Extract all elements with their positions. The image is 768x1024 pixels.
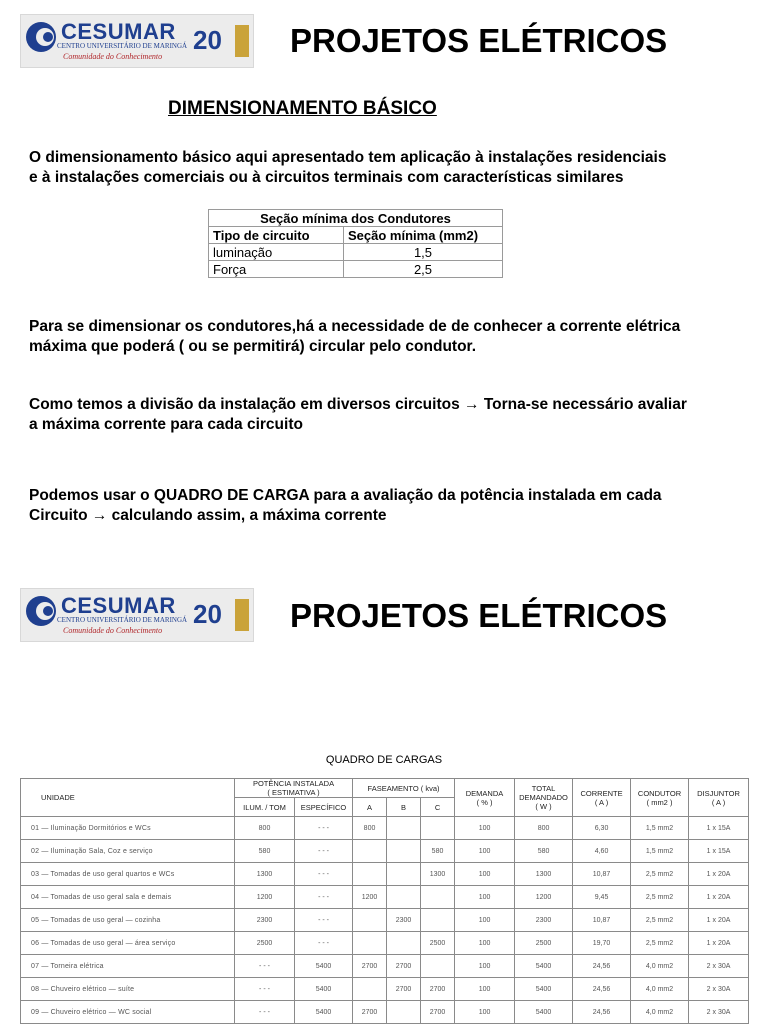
cell-condutor: 4,0 mm2 [631, 978, 689, 1001]
cell-demanda: 100 [455, 817, 515, 840]
table-cell: 2,5 [344, 261, 503, 278]
cell-total: 800 [515, 817, 573, 840]
cell-ilum-tom: 580 [235, 840, 295, 863]
p2-line-1: Para se dimensionar os condutores,há a necessidade de de conhecer a corrente elétrica [29, 318, 681, 335]
cell-fase-c: 2500 [421, 932, 455, 955]
cell-fase-c: 1300 [421, 863, 455, 886]
cell-ilum-tom: - - - [235, 1001, 295, 1024]
cell-fase-c [421, 886, 455, 909]
header-corrente [573, 779, 631, 817]
table-row [209, 261, 503, 278]
header-fase-b: B [387, 798, 421, 817]
header-total [515, 779, 573, 817]
header-unidade: UNIDADE [21, 779, 235, 817]
logo-anniversary: 20 [193, 25, 222, 55]
cell-total: 1200 [515, 886, 573, 909]
cell-especifico: - - - [295, 863, 353, 886]
cell-ilum-tom: 1200 [235, 886, 295, 909]
cell-disjuntor: 1 x 20A [689, 932, 749, 955]
table-cell: 1,5 [344, 244, 503, 261]
logo-motto: Comunidade do Conhecimento [63, 626, 163, 635]
cell-fase-a: 2700 [353, 1001, 387, 1024]
cell-corrente: 10,87 [573, 909, 631, 932]
table-caption: Seção mínima dos Condutores [209, 210, 503, 227]
cell-fase-b: 2700 [387, 955, 421, 978]
cell-disjuntor: 1 x 20A [689, 863, 749, 886]
cell-fase-b [387, 1001, 421, 1024]
cell-ilum-tom: 2300 [235, 909, 295, 932]
table-header: Tipo de circuito [209, 227, 344, 244]
cell-demanda: 100 [455, 886, 515, 909]
cell-total: 1300 [515, 863, 573, 886]
logo-motto: Comunidade do Conhecimento [63, 52, 163, 61]
cell-fase-a: 1200 [353, 886, 387, 909]
cell-ilum-tom: 1300 [235, 863, 295, 886]
cell-fase-c: 2700 [421, 1001, 455, 1024]
cell-demanda: 100 [455, 1001, 515, 1024]
cell-unidade: 03 — Tomadas de uso geral quartos e WCs [21, 863, 235, 886]
header-condutor-l1: CONDUTOR [637, 788, 682, 798]
cell-disjuntor: 1 x 15A [689, 817, 749, 840]
paragraph-3 [29, 395, 759, 435]
cell-total: 5400 [515, 978, 573, 1001]
logo-badge-icon [235, 599, 249, 631]
quadro-title: QUADRO DE CARGAS [325, 754, 443, 766]
cell-fase-a [353, 909, 387, 932]
cell-fase-b: 2700 [387, 978, 421, 1001]
table-row [21, 955, 749, 978]
cell-fase-b [387, 863, 421, 886]
header-faseamento: FASEAMENTO ( kva) [353, 779, 455, 798]
cell-corrente: 6,30 [573, 817, 631, 840]
p2-line-2: máxima que poderá ( ou se permitirá) circular pelo condutor. [29, 338, 477, 355]
cell-especifico: 5400 [295, 1001, 353, 1024]
cell-demanda: 100 [455, 978, 515, 1001]
header-total-l2: DEMANDADO [519, 793, 568, 802]
cell-unidade: 02 — Iluminação Sala, Coz e serviço [21, 840, 235, 863]
cell-corrente: 9,45 [573, 886, 631, 909]
cell-condutor: 2,5 mm2 [631, 932, 689, 955]
paragraph-2 [29, 317, 759, 357]
cell-total: 580 [515, 840, 573, 863]
header-potencia [235, 779, 353, 798]
cell-fase-a [353, 840, 387, 863]
cell-ilum-tom: - - - [235, 955, 295, 978]
cell-unidade: 06 — Tomadas de uso geral — área serviço [21, 932, 235, 955]
table-cell: luminação [209, 244, 344, 261]
cell-fase-b: 2300 [387, 909, 421, 932]
cell-fase-c [421, 955, 455, 978]
table-row [21, 863, 749, 886]
cell-condutor: 2,5 mm2 [631, 863, 689, 886]
logo-name: CESUMAR [61, 19, 176, 44]
paragraph-4 [29, 486, 759, 526]
cell-demanda: 100 [455, 955, 515, 978]
cesumar-swirl-icon [21, 589, 65, 641]
cell-fase-a [353, 932, 387, 955]
cell-condutor: 1,5 mm2 [631, 840, 689, 863]
logo-sub: CENTRO UNIVERSITÁRIO DE MARINGÁ [57, 616, 188, 624]
quadro-body [21, 817, 749, 1024]
cell-total: 2500 [515, 932, 573, 955]
cell-ilum-tom: - - - [235, 978, 295, 1001]
header-potencia-l1: POTÊNCIA INSTALADA [252, 779, 335, 788]
cell-fase-a: 2700 [353, 955, 387, 978]
p3-line-2: a máxima corrente para cada circuito [29, 416, 303, 433]
cell-condutor: 1,5 mm2 [631, 817, 689, 840]
cell-total: 2300 [515, 909, 573, 932]
cell-ilum-tom: 2500 [235, 932, 295, 955]
cell-fase-c [421, 817, 455, 840]
table-row [21, 932, 749, 955]
table-row [21, 886, 749, 909]
p4-line-1: Podemos usar o QUADRO DE CARGA para a avaliação da potência instalada em cada [29, 487, 662, 504]
header-potencia-l2: ( ESTIMATIVA ) [267, 788, 320, 797]
cell-especifico: - - - [295, 817, 353, 840]
cell-unidade: 08 — Chuveiro elétrico — suíte [21, 978, 235, 1001]
page-title: PROJETOS ELÉTRICOS [290, 22, 668, 59]
cell-especifico: - - - [295, 932, 353, 955]
table-row [21, 817, 749, 840]
cell-unidade: 01 — Iluminação Dormitórios e WCs [21, 817, 235, 840]
header-condutor [631, 779, 689, 817]
header-fase-c: C [421, 798, 455, 817]
cell-corrente: 24,56 [573, 1001, 631, 1024]
header-disjuntor-l1: DISJUNTOR [697, 788, 740, 798]
cell-condutor: 4,0 mm2 [631, 1001, 689, 1024]
header-disjuntor-l2: ( A ) [711, 797, 726, 807]
cell-fase-a: 800 [353, 817, 387, 840]
cell-fase-b [387, 886, 421, 909]
p3-line-1: Como temos a divisão da instalação em diversos circuitos → Torna-se necessário avaliar [29, 396, 687, 413]
table-row [21, 978, 749, 1001]
slide-2 [0, 580, 768, 1024]
table-row [209, 244, 503, 261]
quadro-de-cargas-table [20, 778, 749, 1024]
p4-line-2: Circuito → calculando assim, a máxima corrente [29, 507, 387, 524]
cell-corrente: 10,87 [573, 863, 631, 886]
cell-total: 5400 [515, 955, 573, 978]
header-condutor-l2: ( mm2 ) [646, 797, 673, 807]
intro-paragraph [29, 148, 759, 188]
cell-fase-c: 2700 [421, 978, 455, 1001]
cell-demanda: 100 [455, 932, 515, 955]
cell-unidade: 04 — Tomadas de uso geral sala e demais [21, 886, 235, 909]
header-total-l1: TOTAL [531, 784, 556, 793]
cell-fase-c: 580 [421, 840, 455, 863]
cell-especifico: - - - [295, 909, 353, 932]
cell-disjuntor: 1 x 20A [689, 909, 749, 932]
header-fase-a: A [353, 798, 387, 817]
logo-sub: CENTRO UNIVERSITÁRIO DE MARINGÁ [57, 42, 188, 50]
cell-fase-b [387, 817, 421, 840]
cell-especifico: - - - [295, 840, 353, 863]
cell-disjuntor: 2 x 30A [689, 1001, 749, 1024]
cell-fase-b [387, 840, 421, 863]
logo-badge-icon [235, 25, 249, 57]
cell-fase-b [387, 932, 421, 955]
cell-unidade: 09 — Chuveiro elétrico — WC social [21, 1001, 235, 1024]
cell-total: 5400 [515, 1001, 573, 1024]
intro-line-2: e à instalações comerciais ou à circuitos terminais com características similares [29, 169, 624, 186]
cell-unidade: 07 — Torneira elétrica [21, 955, 235, 978]
header-disjuntor [689, 779, 749, 817]
cell-fase-a [353, 978, 387, 1001]
header-especifico: ESPECÍFICO [295, 798, 353, 817]
cell-fase-a [353, 863, 387, 886]
cell-especifico: 5400 [295, 955, 353, 978]
header-total-l3: ( W ) [535, 802, 552, 811]
header-ilum: ILUM. / TOM [235, 798, 295, 817]
cesumar-logo [20, 588, 254, 642]
cell-corrente: 24,56 [573, 978, 631, 1001]
table-row [21, 1001, 749, 1024]
cell-condutor: 2,5 mm2 [631, 886, 689, 909]
header-demanda [455, 779, 515, 817]
cell-corrente: 4,60 [573, 840, 631, 863]
cell-corrente: 24,56 [573, 955, 631, 978]
cell-ilum-tom: 800 [235, 817, 295, 840]
cell-corrente: 19,70 [573, 932, 631, 955]
cell-demanda: 100 [455, 840, 515, 863]
cell-condutor: 2,5 mm2 [631, 909, 689, 932]
cell-especifico: - - - [295, 886, 353, 909]
cell-condutor: 4,0 mm2 [631, 955, 689, 978]
cell-disjuntor: 2 x 30A [689, 955, 749, 978]
header-demanda-l1: DEMANDA [465, 788, 504, 798]
logo-anniversary: 20 [193, 599, 222, 629]
cell-disjuntor: 1 x 20A [689, 886, 749, 909]
cell-disjuntor: 1 x 15A [689, 840, 749, 863]
header-corrente-l2: ( A ) [594, 797, 609, 807]
secao-minima-table [208, 209, 503, 278]
logo-name: CESUMAR [61, 593, 176, 618]
cell-demanda: 100 [455, 909, 515, 932]
cesumar-swirl-icon [21, 15, 65, 67]
table-row [21, 840, 749, 863]
header-demanda-l2: ( % ) [476, 797, 493, 807]
table-row [21, 909, 749, 932]
header-corrente-l1: CORRENTE [580, 788, 623, 798]
cell-unidade: 05 — Tomadas de uso geral — cozinha [21, 909, 235, 932]
table-header: Seção mínima (mm2) [344, 227, 503, 244]
cell-disjuntor: 2 x 30A [689, 978, 749, 1001]
cesumar-logo [20, 14, 254, 68]
cell-demanda: 100 [455, 863, 515, 886]
page-title: PROJETOS ELÉTRICOS [290, 597, 668, 634]
cell-fase-c [421, 909, 455, 932]
section-subtitle: DIMENSIONAMENTO BÁSICO [168, 98, 437, 119]
intro-line-1: O dimensionamento básico aqui apresentado tem aplicação à instalações residenciais [29, 149, 667, 166]
table-cell: Força [209, 261, 344, 278]
cell-especifico: 5400 [295, 978, 353, 1001]
